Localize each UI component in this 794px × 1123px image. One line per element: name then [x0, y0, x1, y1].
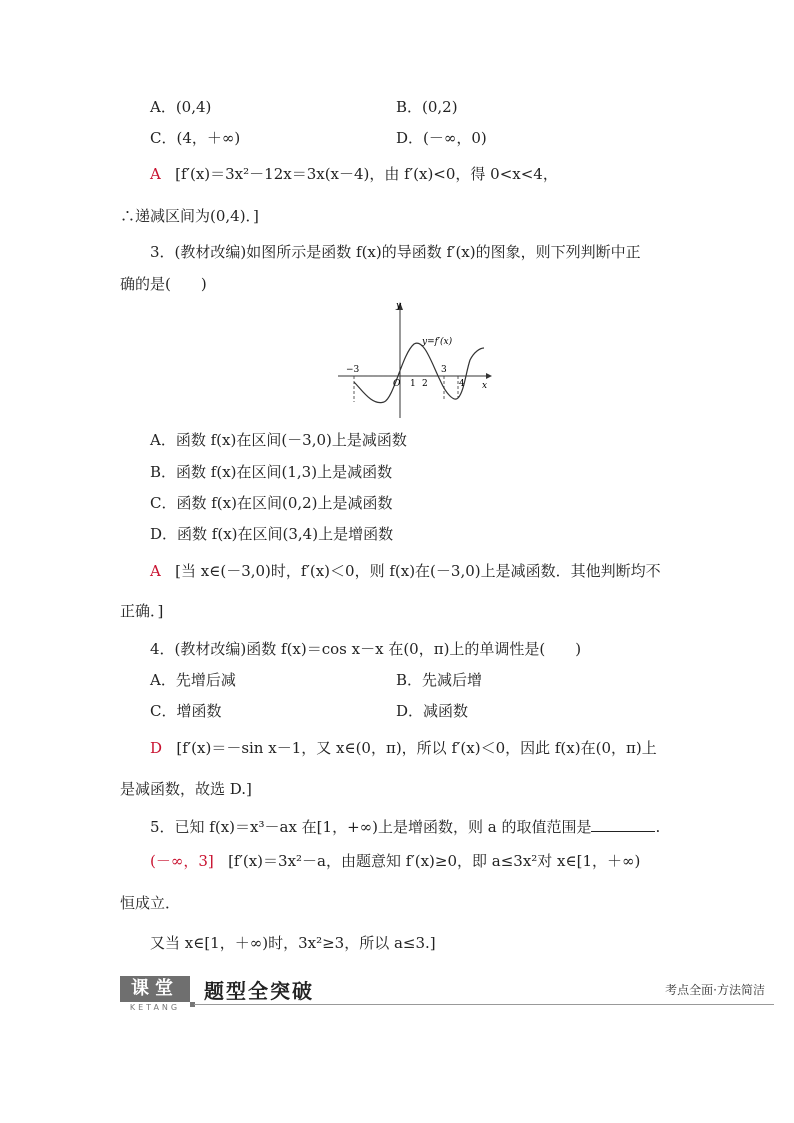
q4-answer-line2: 是减函数，故选 D.] — [120, 780, 252, 798]
q4-answer — [150, 738, 657, 758]
q2-answer-letter: A — [150, 165, 161, 183]
q3-stem-line2: 确的是( ) — [120, 275, 207, 293]
q2-answer-text: [f′(x)＝3x²－12x＝3x(x－4)，由 f′(x)<0，得 0<x<4， — [175, 165, 558, 183]
q2-answer-line2: ∴递减区间为(0,4)．] — [120, 207, 259, 225]
q2-option-a: A．(0,4) — [150, 98, 212, 116]
q3-option-b: B．函数 f(x)在区间(1,3)上是减函数 — [150, 463, 393, 481]
q5-stem-text: 5．已知 f(x)＝x³－ax 在[1，+∞)上是增函数，则 a 的取值范围是 — [150, 818, 592, 836]
tick-label: 1 — [410, 379, 416, 389]
q4-option-d: D．减函数 — [396, 702, 469, 720]
q5-stem — [150, 815, 660, 837]
q3-answer-text: [当 x∈(－3,0)时，f′(x)＜0，则 f(x)在(－3,0)上是减函数．其他判断均不 — [175, 562, 661, 580]
section-rule — [194, 1004, 774, 1005]
tick-label: 2 — [422, 379, 428, 389]
q3-option-d: D．函数 f(x)在区间(3,4)上是增函数 — [150, 525, 394, 543]
q2-answer — [150, 164, 558, 184]
section-header-bar — [120, 974, 775, 1014]
q2-option-d: D．(－∞，0) — [396, 129, 487, 147]
derivative-graph — [336, 298, 492, 422]
q4-option-b: B．先减后增 — [396, 671, 483, 689]
q5-answer-line2: 恒成立． — [120, 894, 181, 912]
q5-answer-text: [f′(x)＝3x²－a，由题意知 f′(x)≥0，即 a≤3x²对 x∈[1，＋∞) — [228, 852, 641, 870]
q5-answer-letter: (－∞，3] — [150, 852, 214, 870]
q2-option-b: B．(0,2) — [396, 98, 458, 116]
q3-answer — [150, 561, 661, 581]
x-axis-label: x — [482, 381, 488, 391]
section-title: 题型全突破 — [204, 979, 314, 1003]
q3-answer-line2: 正确．] — [120, 602, 164, 620]
derivative-curve — [354, 343, 484, 403]
q5-answer-blank — [591, 815, 655, 832]
q2-option-c: C．(4，＋∞) — [150, 129, 241, 147]
q5-answer — [150, 851, 640, 871]
tick-label: −3 — [346, 365, 360, 375]
section-badge: 课堂 — [120, 976, 190, 1002]
q3-stem: 3．(教材改编)如图所示是函数 f(x)的导函数 f′(x)的图象，则下列判断中正 — [150, 243, 641, 261]
origin-label: O — [393, 379, 401, 389]
q4-option-c: C．增函数 — [150, 702, 222, 720]
q3-answer-letter: A — [150, 562, 161, 580]
q5-answer-line3: 又当 x∈[1，＋∞)时，3x²≥3，所以 a≤3.] — [150, 934, 436, 952]
q5-stem-end: . — [655, 818, 661, 836]
q4-option-a: A．先增后减 — [150, 671, 236, 689]
y-axis-label: y — [396, 301, 402, 311]
section-badge-sub: KETANG — [129, 1003, 181, 1012]
q4-stem: 4．(教材改编)函数 f(x)＝cos x－x 在(0，π)上的单调性是( ) — [150, 640, 582, 658]
x-axis-arrow — [486, 373, 492, 379]
tick-label: 4 — [459, 379, 465, 389]
curve-label: y=f′(x) — [422, 337, 453, 347]
tick-label: 3 — [441, 365, 447, 375]
q3-option-a: A．函数 f(x)在区间(－3,0)上是减函数 — [150, 431, 407, 449]
q4-answer-letter: D — [150, 739, 163, 757]
q3-option-c: C．函数 f(x)在区间(0,2)上是减函数 — [150, 494, 393, 512]
q4-answer-text: [f′(x)＝－sin x－1，又 x∈(0，π)，所以 f′(x)＜0，因此 f(x)在(0，π)上 — [176, 739, 657, 757]
section-tagline: 考点全面·方法简洁 — [665, 983, 765, 997]
